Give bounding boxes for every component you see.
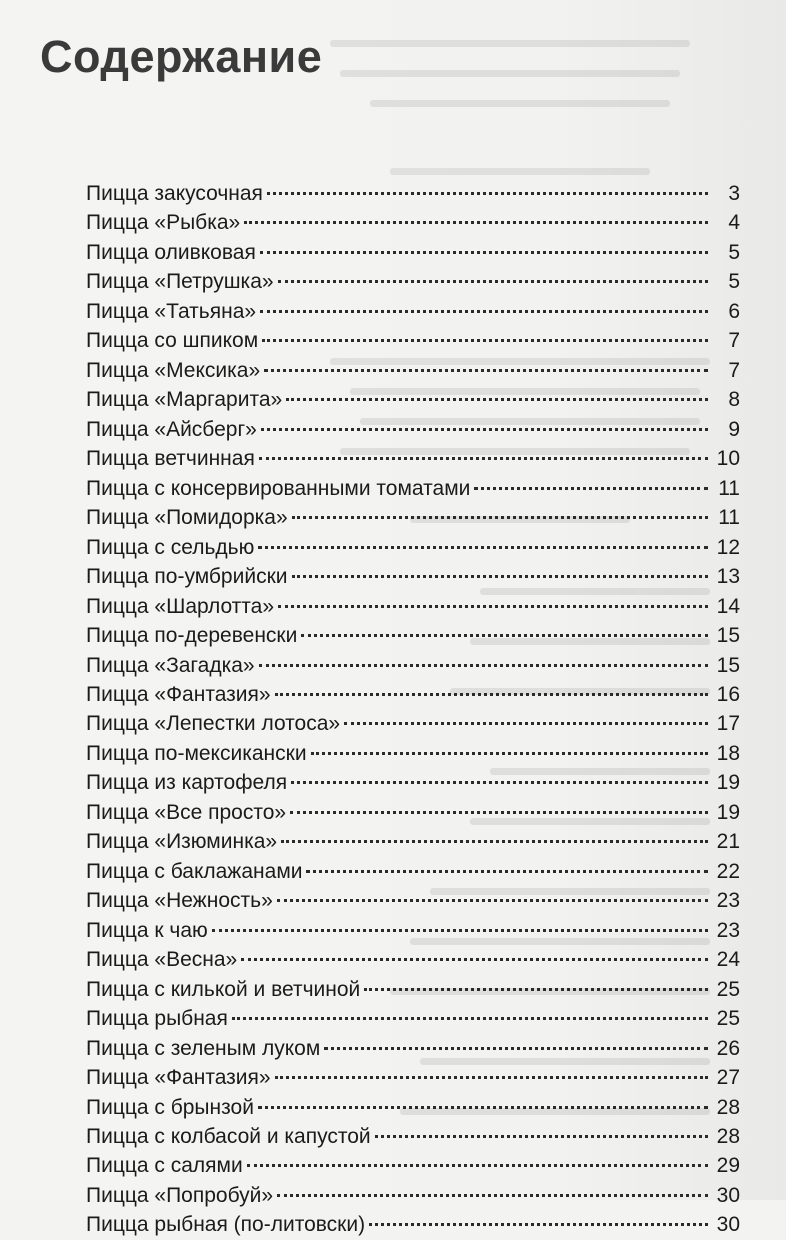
- toc-entry-page-number: 28: [716, 1125, 740, 1148]
- toc-entry: [78, 415, 740, 444]
- toc-entry: [78, 503, 740, 532]
- toc-entry-page-number: 13: [716, 565, 740, 589]
- toc-entry: [78, 680, 740, 709]
- toc-entry: [78, 1122, 740, 1151]
- toc-entry: [78, 1063, 740, 1092]
- toc-entry-title: Пицца к чаю: [86, 918, 208, 942]
- toc-entry-title: Пицца из картофеля: [86, 771, 288, 795]
- dot-leader: [290, 811, 708, 814]
- toc-entry-page-number: 16: [716, 682, 740, 706]
- toc-entry-title: Пицца «Петрушка»: [86, 270, 274, 294]
- toc-entry: [78, 474, 740, 503]
- toc-entry-page-number: 6: [728, 299, 740, 323]
- toc-entry: [78, 1093, 740, 1122]
- toc-entry-page-number: 30: [716, 1213, 740, 1237]
- dot-leader: [247, 1164, 708, 1167]
- dot-leader: [261, 428, 708, 431]
- toc-entry-title: Пицца с зеленым луком: [86, 1036, 321, 1060]
- page-title: Содержание: [40, 31, 323, 82]
- toc-entry-title: Пицца «Весна»: [86, 948, 238, 972]
- toc-entry-page-number: 19: [716, 771, 740, 795]
- toc-entry-page-number: 29: [716, 1154, 740, 1178]
- toc-entry-title: Пицца ветчинная: [86, 447, 255, 471]
- toc-entry-title: Пицца оливковая: [86, 240, 256, 264]
- toc-entry: [78, 533, 740, 562]
- toc-entry-page-number: 30: [716, 1183, 740, 1207]
- toc-entry-page-number: 28: [716, 1095, 740, 1119]
- toc-entry: [78, 238, 740, 267]
- toc-entry-page-number: 27: [716, 1066, 740, 1090]
- toc-entry: [78, 208, 740, 237]
- toc-entry-title: Пицца с консервированными томатами: [86, 476, 471, 500]
- toc-entry: [78, 297, 740, 326]
- toc-entry-page-number: 11: [718, 476, 740, 500]
- toc-entry-title: Пицца с килькой и ветчиной: [86, 977, 361, 1001]
- toc-entry-title: Пицца с колбасой и капустой: [86, 1125, 371, 1148]
- toc-entry-page-number: 8: [728, 388, 740, 412]
- toc-entry-page-number: 23: [716, 889, 740, 913]
- toc-entry-page-number: 7: [728, 358, 740, 382]
- dot-leader: [324, 1047, 708, 1050]
- toc-entry-page-number: 26: [716, 1036, 740, 1060]
- dot-leader: [212, 929, 708, 932]
- dot-leader: [267, 192, 708, 195]
- dot-leader: [275, 1076, 708, 1079]
- toc-entry: [78, 621, 740, 650]
- toc-entry: [78, 1210, 740, 1239]
- dot-leader: [259, 457, 708, 460]
- dot-leader: [311, 752, 708, 755]
- table-of-contents: [78, 179, 740, 1240]
- toc-entry-page-number: 5: [728, 270, 740, 294]
- toc-entry-title: Пицца «Мексика»: [86, 358, 261, 382]
- toc-entry: [78, 1034, 740, 1063]
- dot-leader: [232, 1017, 708, 1020]
- toc-entry-page-number: 25: [716, 977, 740, 1001]
- toc-entry-title: Пицца «Айсберг»: [86, 417, 257, 441]
- toc-entry-page-number: 15: [716, 653, 740, 677]
- dot-leader: [364, 988, 708, 991]
- toc-entry-page-number: 21: [716, 830, 740, 854]
- toc-entry-title: Пицца с баклажанами: [86, 859, 303, 883]
- dot-leader: [258, 1106, 708, 1109]
- toc-entry-title: Пицца по-умбрийски: [86, 565, 288, 589]
- toc-entry: [78, 739, 740, 768]
- toc-entry: [78, 945, 740, 974]
- toc-entry-page-number: 22: [716, 859, 740, 883]
- toc-entry-page-number: 24: [716, 948, 740, 972]
- toc-entry: [78, 975, 740, 1004]
- toc-entry-title: Пицца «Помидорка»: [86, 506, 288, 530]
- toc-entry-title: Пицца рыбная (по-литовски): [86, 1213, 366, 1237]
- toc-entry-page-number: 5: [728, 240, 740, 264]
- dot-leader: [275, 693, 708, 696]
- toc-entry-title: Пицца по-деревенски: [86, 624, 298, 648]
- toc-entry: [78, 768, 740, 797]
- dot-leader: [292, 516, 708, 519]
- dot-leader: [277, 1194, 708, 1197]
- dot-leader: [264, 369, 708, 372]
- dot-leader: [474, 487, 708, 490]
- dot-leader: [278, 280, 708, 283]
- dot-leader: [259, 664, 708, 667]
- toc-entry-page-number: 3: [728, 182, 740, 205]
- toc-entry-page-number: 11: [718, 506, 740, 530]
- dot-leader: [241, 958, 708, 961]
- dot-leader: [306, 870, 708, 873]
- dot-leader: [291, 781, 708, 784]
- toc-entry-title: Пицца «Лепестки лотоса»: [86, 712, 341, 736]
- toc-entry-title: Пицца «Попробуй»: [86, 1183, 274, 1207]
- toc-entry: [78, 916, 740, 945]
- dot-leader: [262, 339, 708, 342]
- dot-leader: [244, 221, 708, 224]
- dot-leader: [344, 722, 708, 725]
- toc-entry-title: Пицца «Фантазия»: [86, 1066, 271, 1090]
- toc-entry-page-number: 7: [728, 329, 740, 353]
- dot-leader: [260, 251, 708, 254]
- toc-entry-title: Пицца «Рыбка»: [86, 211, 241, 235]
- toc-entry: [78, 886, 740, 915]
- toc-entry-page-number: 19: [716, 800, 740, 824]
- toc-entry-title: Пицца «Изюминка»: [86, 830, 278, 854]
- dot-leader: [281, 840, 708, 843]
- toc-entry-page-number: 9: [728, 417, 740, 441]
- toc-entry-title: Пицца «Маргарита»: [86, 388, 283, 412]
- toc-entry-page-number: 10: [716, 447, 740, 471]
- toc-entry-title: Пицца «Шарлотта»: [86, 594, 275, 618]
- toc-entry-title: Пицца «Нежность»: [86, 889, 273, 913]
- toc-entry: [78, 385, 740, 414]
- toc-entry-title: Пицца «Загадка»: [86, 653, 255, 677]
- toc-entry-title: Пицца со шпиком: [86, 329, 259, 353]
- dot-leader: [277, 899, 708, 902]
- toc-entry-title: Пицца с сельдью: [86, 535, 255, 559]
- toc-entry: [78, 592, 740, 621]
- toc-entry-title: Пицца «Татьяна»: [86, 299, 257, 323]
- toc-entry-title: Пицца рыбная: [86, 1007, 228, 1031]
- toc-entry: [78, 356, 740, 385]
- toc-entry-title: Пицца с салями: [86, 1154, 243, 1178]
- toc-entry: [78, 1004, 740, 1033]
- toc-entry-page-number: 12: [716, 535, 740, 559]
- toc-entry-page-number: 14: [716, 594, 740, 618]
- toc-entry: [78, 562, 740, 591]
- toc-entry: [78, 326, 740, 355]
- dot-leader: [278, 605, 708, 608]
- toc-entry-page-number: 18: [716, 741, 740, 765]
- toc-entry-page-number: 23: [716, 918, 740, 942]
- dot-leader: [292, 575, 709, 578]
- toc-entry: [78, 267, 740, 296]
- toc-entry-title: Пицца «Все просто»: [86, 800, 287, 824]
- dot-leader: [369, 1223, 708, 1226]
- toc-entry: [78, 1151, 740, 1180]
- dot-leader: [260, 310, 708, 313]
- toc-entry: [78, 798, 740, 827]
- toc-entry: [78, 827, 740, 856]
- toc-entry: [78, 857, 740, 886]
- toc-entry: [78, 709, 740, 738]
- dot-leader: [258, 546, 708, 549]
- toc-entry: [78, 444, 740, 473]
- toc-entry: [78, 179, 740, 208]
- dot-leader: [301, 634, 708, 637]
- toc-entry-page-number: 17: [716, 712, 740, 736]
- toc-entry: [78, 651, 740, 680]
- toc-entry-page-number: 25: [716, 1007, 740, 1031]
- toc-entry-page-number: 4: [728, 211, 740, 235]
- toc-entry-title: Пицца «Фантазия»: [86, 682, 271, 706]
- toc-entry-title: Пицца с брынзой: [86, 1095, 254, 1119]
- toc-entry-title: Пицца по-мексикански: [86, 741, 307, 765]
- toc-entry-title: Пицца закусочная: [86, 182, 263, 205]
- dot-leader: [375, 1135, 708, 1138]
- toc-entry-page-number: 15: [716, 624, 740, 648]
- toc-entry: [78, 1181, 740, 1210]
- dot-leader: [286, 398, 708, 401]
